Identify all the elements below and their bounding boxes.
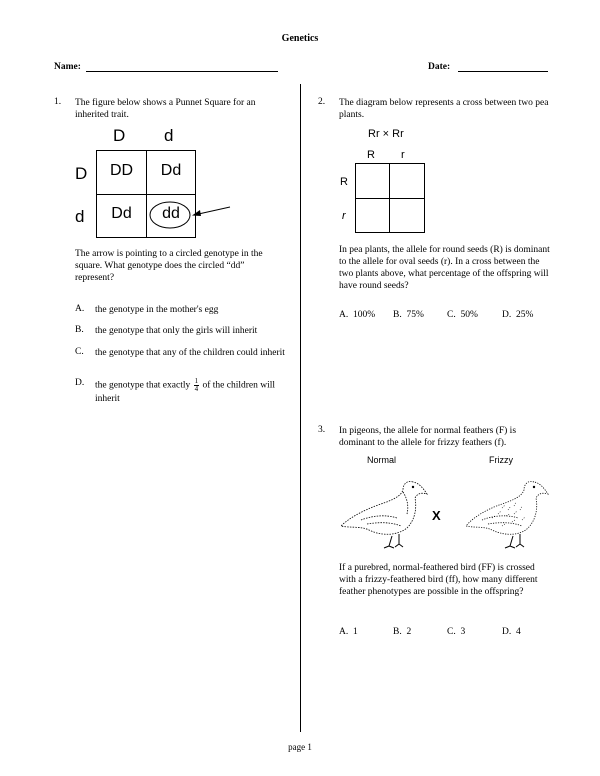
choice-text: the genotype that exactly <box>95 380 191 391</box>
date-field[interactable] <box>458 71 548 72</box>
punnett-cell: Dd <box>111 205 132 222</box>
punnett-cell-circled: dd <box>162 205 180 222</box>
q3-choice-d[interactable]: D. 4 <box>502 627 521 637</box>
q3-number: 3. <box>318 425 326 435</box>
q3-intro: In pigeons, the allele for normal feathers (F) is dominant to the allele for frizzy feathers (f). <box>339 426 517 448</box>
q1-row-header: d <box>75 207 85 226</box>
column-divider <box>300 84 301 732</box>
q1-col-header: d <box>164 126 174 145</box>
date-label: Date: <box>428 62 451 72</box>
name-label: Name: <box>54 62 81 72</box>
q1-choice-b[interactable]: the genotype that only the girls will inherit <box>95 326 258 336</box>
q2-choice-d[interactable]: D. 25% <box>502 310 534 320</box>
q2-choice-c[interactable]: C. 50% <box>447 310 478 320</box>
q2-row-header: R <box>340 176 348 188</box>
q3-question: If a purebred, normal-feathered bird (FF) is crossed with a frizzy-feathered bird (ff), how many different feather phenotypes are possible in the offspring? <box>339 563 538 597</box>
fraction: $\frac{1}{4}$ <box>194 377 199 393</box>
q2-number: 2. <box>318 97 326 107</box>
q1-intro: The figure below shows a Punnet Square for an inherited trait. <box>75 98 256 120</box>
q2-intro: The diagram below represents a cross between two pea plants. <box>339 98 549 120</box>
q3-cross-symbol: X <box>432 508 441 523</box>
q3-choice-a[interactable]: A. 1 <box>339 627 358 637</box>
punnett-cell: Dd <box>160 162 182 179</box>
q1-choice-c[interactable]: the genotype that any of the children could inherit <box>95 348 285 358</box>
q1-col-header: D <box>113 126 126 145</box>
choice-letter: C. <box>75 347 84 357</box>
q2-col-header: R <box>367 149 375 161</box>
name-field[interactable] <box>86 71 278 72</box>
normal-pigeon-icon <box>337 474 433 550</box>
choice-letter: D. <box>75 378 85 388</box>
q2-choices <box>339 310 533 320</box>
page-title: Genetics <box>281 33 319 44</box>
q2-cross-label: Rr × Rr <box>368 128 404 140</box>
q1-choice-a[interactable]: the genotype in the mother's egg <box>95 305 219 315</box>
q1-question: The arrow is pointing to a circled genotype in the square. What genotype does the circled “dd” represent? <box>75 249 263 283</box>
q3-choice-c[interactable]: C. 3 <box>447 627 466 637</box>
q2-row-header: r <box>342 210 346 222</box>
q2-col-header: r <box>401 149 405 161</box>
q3-choices <box>339 627 521 637</box>
q1-number: 1. <box>54 97 62 107</box>
q3-choice-b[interactable]: B. 2 <box>393 627 412 637</box>
choice-letter: B. <box>75 325 84 335</box>
q3-label-normal: Normal <box>367 455 397 465</box>
q2-choice-a[interactable]: A. 100% <box>339 310 376 320</box>
q3-label-frizzy: Frizzy <box>489 455 513 465</box>
page-number: page 1 <box>288 742 312 752</box>
q2-question: In pea plants, the allele for round seeds (R) is dominant to the allele for oval seeds (r). In a cross between the two plants above, what percentage of the offspring will have round seeds? <box>339 245 550 291</box>
q2-choice-b[interactable]: B. 75% <box>393 310 424 320</box>
q2-punnett-square <box>355 163 425 233</box>
frizzy-pigeon-icon <box>462 472 554 552</box>
punnett-cell: DD <box>109 162 134 179</box>
q1-row-header: D <box>75 164 88 183</box>
q1-choice-d[interactable] <box>95 378 285 405</box>
choice-letter: A. <box>75 304 85 314</box>
choice-text: of the children will inherit <box>95 380 276 404</box>
circle-arrow-icon <box>145 198 235 234</box>
